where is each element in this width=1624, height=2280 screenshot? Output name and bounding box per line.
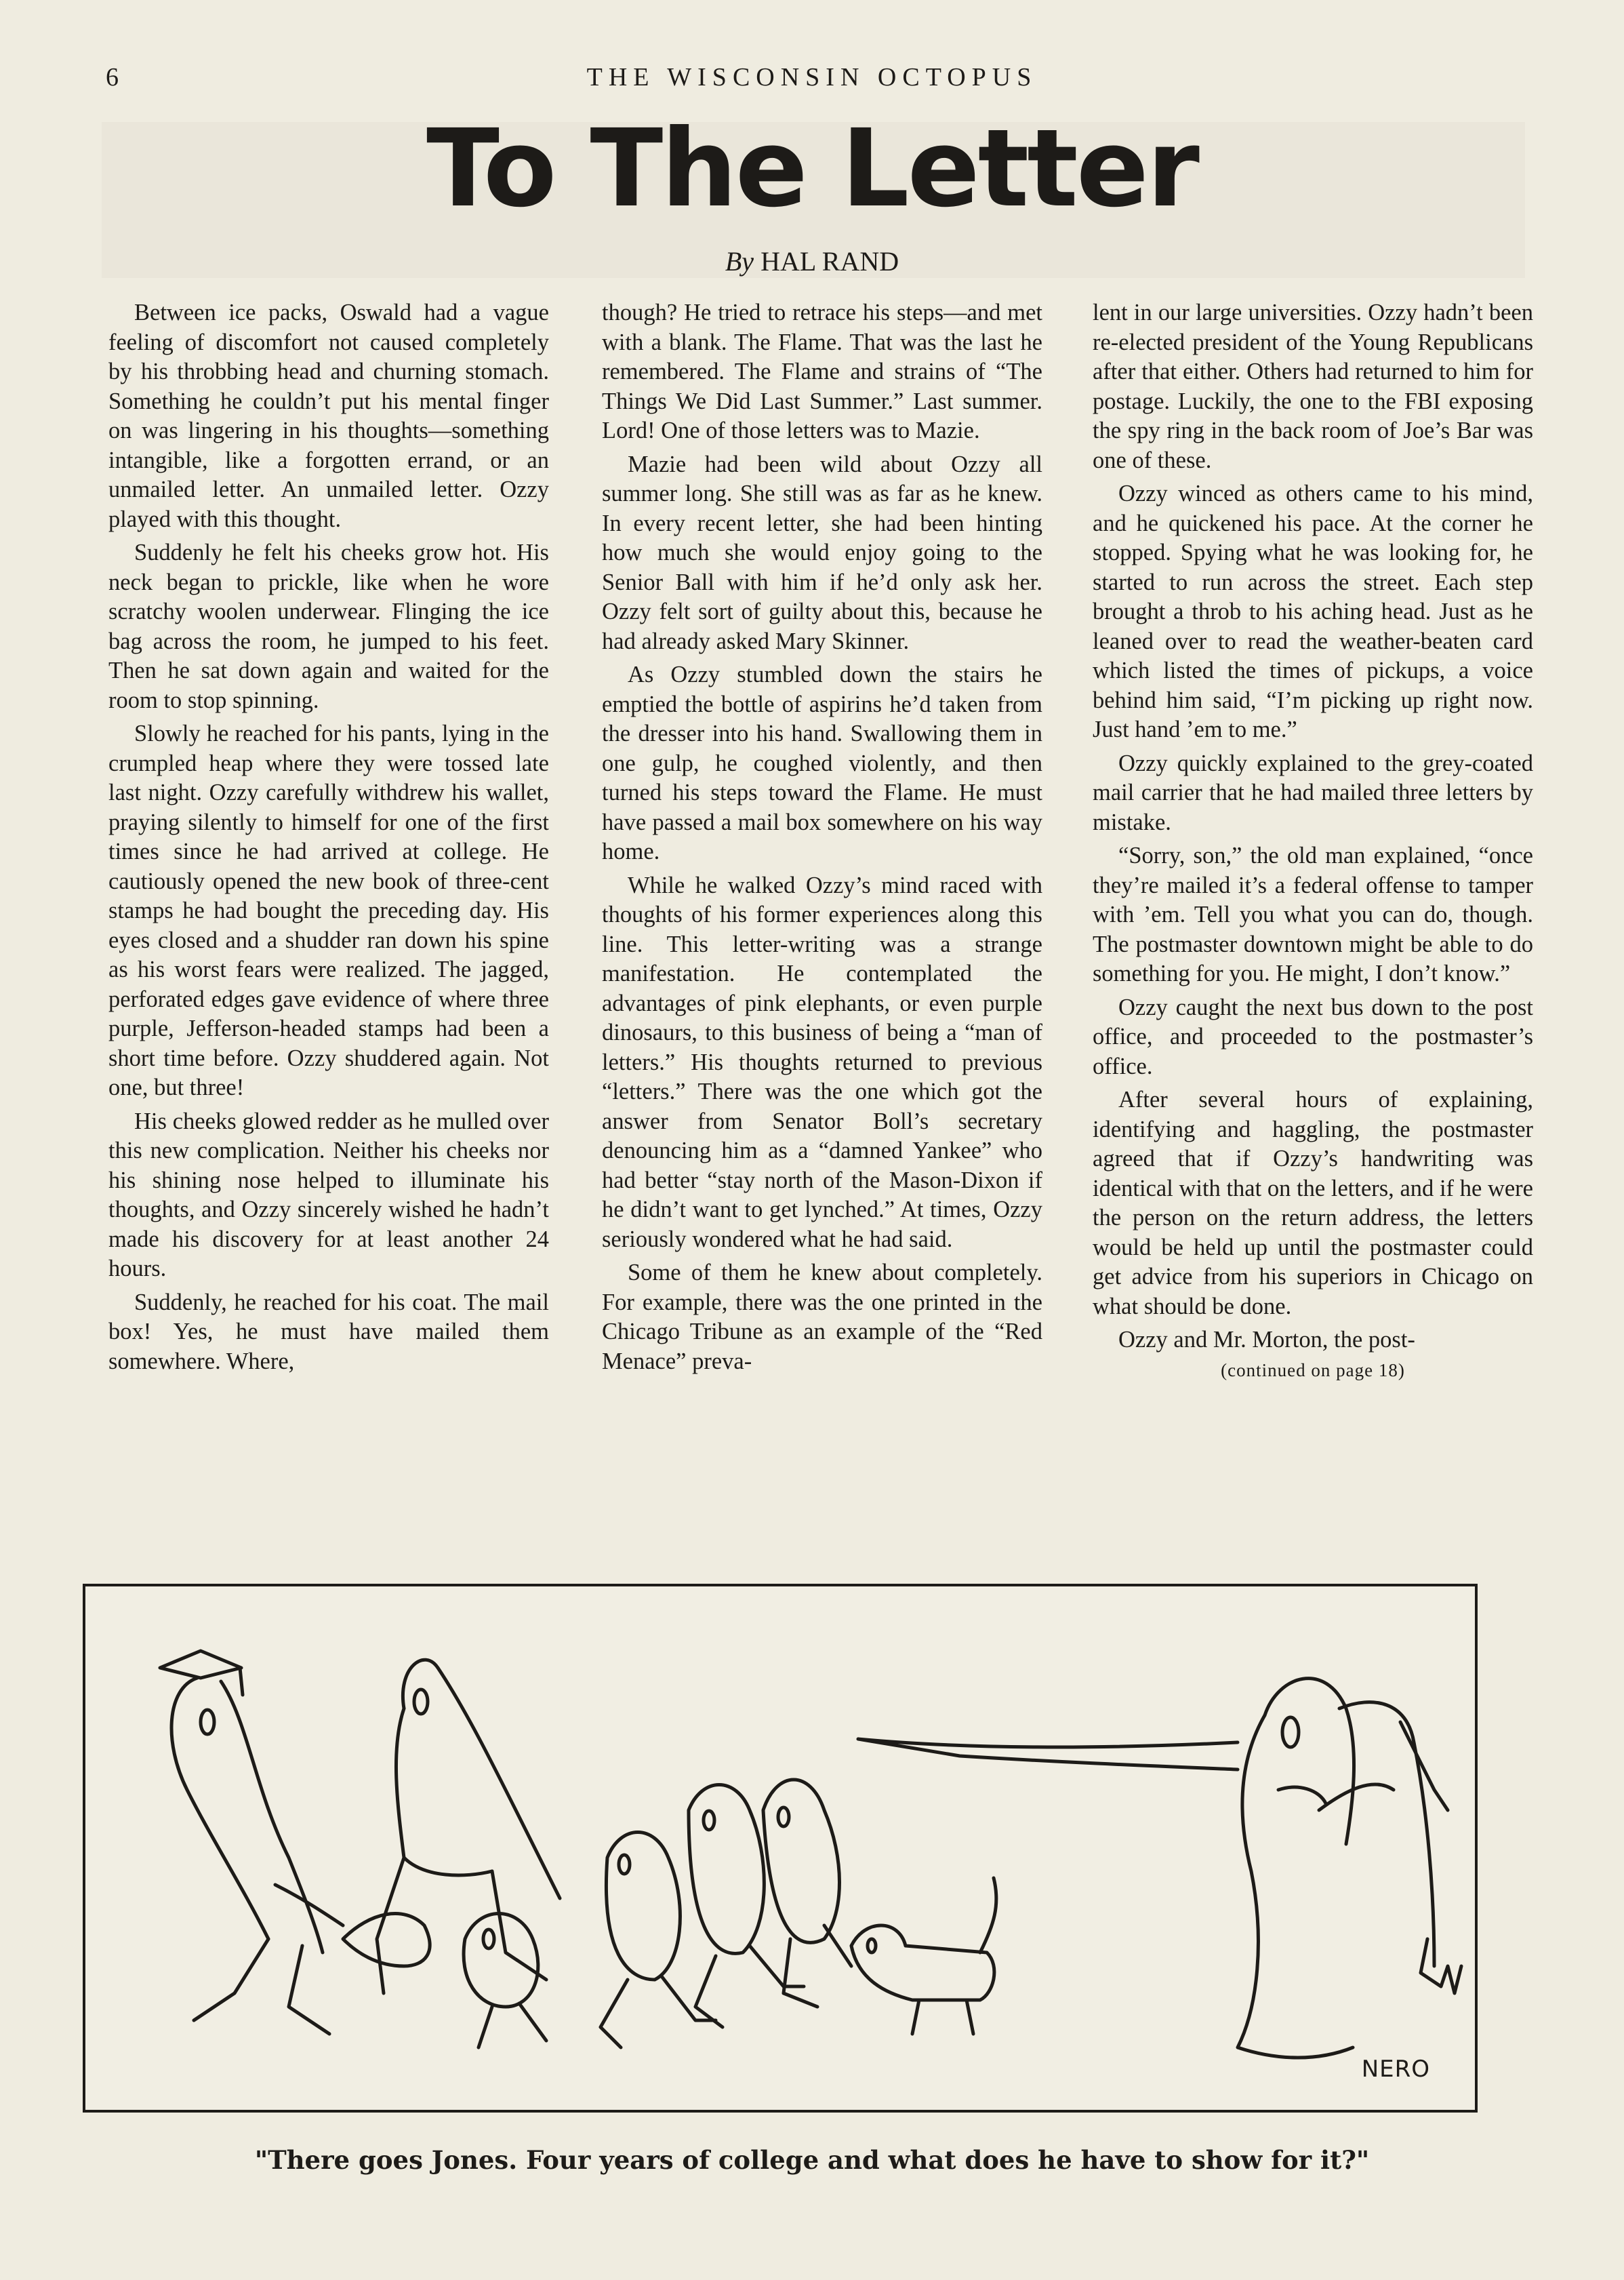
paragraph: Ozzy and Mr. Morton, the post- bbox=[1118, 1327, 1415, 1353]
paragraph: Ozzy quickly explained to the grey-coated mail carrier that he had mailed three letters by mistake. bbox=[1093, 750, 1533, 835]
byline-prefix: By bbox=[725, 246, 754, 277]
wife-figure bbox=[343, 1660, 560, 1993]
paragraph: As Ozzy stumbled down the stairs he emptied the bottle of aspirins he’d taken from the dresser into his hand. Swallowing them in one gulp, he coughed violently, and then turned his steps toward the Flame. He must have passed a mail box somewhere on his way home. bbox=[602, 662, 1042, 864]
column-2 bbox=[602, 298, 1042, 1380]
paragraph: Ozzy caught the next bus down to the post office, and proceeded to the postmaster’s office. bbox=[1093, 994, 1533, 1079]
paragraph: Suddenly he felt his cheeks grow hot. His neck began to prickle, like when he wore scratchy woolen underwear. Flinging the ice bag across the room, he jumped to his feet. Then he sat down again and waited for the room to stop spinning. bbox=[108, 540, 549, 713]
paragraph: Suddenly, he reached for his coat. The mail box! Yes, he must have mailed them somewhere. Where, bbox=[108, 1289, 549, 1374]
paragraph: “Sorry, son,” the old man explained, “once they’re mailed it’s a federal offense to tamper with ’em. Tell you what you can do, though. The postmaster downtown might be able to do something for you. He might, I don’t know.” bbox=[1093, 843, 1533, 986]
paragraph: Between ice packs, Oswald had a vague feeling of discomfort not caused completely by his throbbing head and churning stomach. Something he couldn’t put his mental finger on was lingering in his thoughts—something intangible, like a forgotten errand, or an unmailed letter. An unmailed letter. Ozzy played with this thought. bbox=[108, 300, 549, 532]
page-header bbox=[0, 62, 1624, 103]
cartoon-caption: "There goes Jones. Four years of college and what does he have to show for it?" bbox=[254, 2145, 1370, 2175]
cartoon-drawing bbox=[85, 1586, 1475, 2110]
paragraph: Slowly he reached for his pants, lying in the crumpled heap where they were tossed late last night. Ozzy carefully withdrew his wallet, praying silently to himself for one of the first times since he had arrived at college. He cautiously opened the new book of three-cent stamps he had bought the preceding day. His eyes closed and a shudder ran down his spine as his worst fears were realized. The jagged, perforated edges gave evidence of where three purple, Jefferson-headed stamps had been a short time before. Ozzy shuddered again. Not one, but three! bbox=[108, 721, 549, 1100]
graduate-figure bbox=[160, 1651, 343, 2034]
byline-author: HAL RAND bbox=[760, 246, 899, 277]
paragraph: Mazie had been wild about Ozzy all summer long. She still was as far as he knew. In every recent letter, she had been hinting how much she would enjoy going to the Senior Ball with him if he’d only ask her. Ozzy felt sort of guilty about this, because he had already asked Mary Skinner. bbox=[602, 451, 1042, 654]
paragraph: While he walked Ozzy’s mind raced with thoughts of his former experiences along this line. This letter-writing was a strange manifestation. He contemplated the advantages of pink elephants, or even purple dinosaurs, to this business of being a “man of letters.” His thoughts returned to previous “letters.” There was the one which got the answer from Senator Boll’s secretary denouncing him as a “damned Yankee” who had better “stay north of the Mason-Dixon if he didn’t want to get lynched.” At times, Ozzy seriously wondered what he had said. bbox=[602, 872, 1042, 1252]
paragraph: lent in our large universities. Ozzy hadn’t been re-elected president of the Young Republicans after that either. Others had returned to him for postage. Luckily, the one to the FBI exposing the spy ring in the back room of Joe’s Bar was one of these. bbox=[1093, 300, 1533, 473]
byline bbox=[0, 245, 1624, 277]
continued-note: (continued on page 18) bbox=[1221, 1359, 1405, 1380]
dog-figure bbox=[851, 1878, 996, 2034]
magazine-name: THE WISCONSIN OCTOPUS bbox=[586, 63, 1038, 92]
paragraph: though? He tried to retrace his steps—and met with a blank. The Flame. That was the last he remembered. The Flame and strains of “The Things We Did Last Summer.” Last summer. Lord! One of those letters was to Mazie. bbox=[602, 300, 1042, 443]
paragraph: His cheeks glowed redder as he mulled over this new complication. Neither his cheeks nor his shining nose helped to illuminate his thoughts, and Ozzy sincerely wished he hadn’t made his discovery for at least another 24 hours. bbox=[108, 1108, 549, 1281]
article-title: To The Letter bbox=[426, 106, 1198, 231]
article-body bbox=[108, 298, 1539, 1559]
paragraph: Ozzy winced as others came to his mind, and he quickened his pace. At the corner he stopped. Spying what he was looking for, he started to run across the street. Each step brought a throb to his aching head. Just as he leaned over to read the weather-beaten card which listed the times of pickups, a voice behind him said, “I’m picking up right now. Just hand ’em to me.” bbox=[1093, 481, 1533, 742]
cartoon-illustration bbox=[83, 1584, 1478, 2113]
paragraph: After several hours of explaining, identifying and haggling, the postmaster agreed that if Ozzy’s handwriting was identical with that on the letters, and if he were the person on the return address, the letters would be held up until the postmaster could get advice from his superiors in Chicago on what should be done. bbox=[1093, 1087, 1533, 1319]
column-1 bbox=[108, 298, 549, 1380]
paragraph: Some of them he knew about completely. For example, there was the one printed in the Chicago Tribune as an example of the “Red Menace” preva- bbox=[602, 1260, 1042, 1374]
column-3 bbox=[1093, 298, 1533, 1381]
page-number: 6 bbox=[106, 63, 120, 92]
artist-signature: NERO bbox=[1361, 2056, 1430, 2083]
